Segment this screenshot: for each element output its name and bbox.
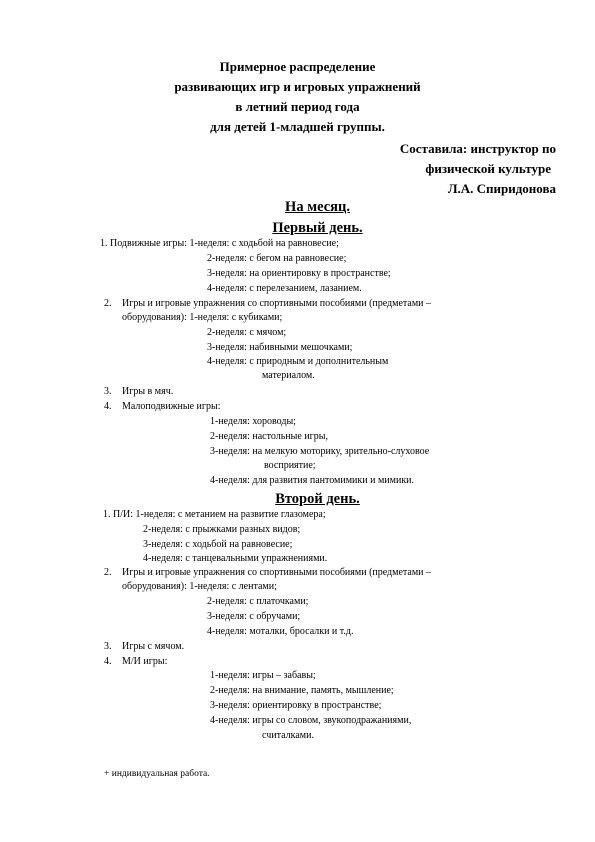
day1-item-3-text: Игры в мяч. — [122, 386, 174, 397]
day1-item-4-text: Малоподвижные игры: — [122, 401, 221, 412]
heading-day-2: Второй день. — [275, 491, 360, 507]
day2-item-3-text: Игры с мячом. — [122, 641, 185, 652]
day2-item-4-number: 4. — [104, 656, 112, 667]
day1-item-4-number: 4. — [104, 401, 112, 412]
day2-item-4-week3: 3-неделя: ориентировку в пространстве; — [210, 700, 382, 711]
day1-item-2-week2: 2-неделя: с мячом; — [207, 327, 287, 338]
day1-item-1-line: 1. Подвижные игры: 1-неделя: с ходьбой на равновесие; — [100, 238, 339, 249]
day1-item-2-week1: оборудования): 1-неделя: с кубиками; — [122, 312, 283, 323]
day2-item-4-week1: 1-неделя: игры – забавы; — [210, 670, 316, 681]
title-line-2: развивающих игр и игровых упражнений — [174, 79, 421, 94]
day1-item-1-week4: 4-неделя: с перелезанием, лазанием. — [207, 283, 362, 294]
author-line-3: Л.А. Спиридонова — [447, 181, 556, 196]
day1-item-4-week3-cont: восприятие; — [264, 460, 316, 471]
day2-item-1-week4: 4-неделя: с танцевальными упражнениями. — [143, 553, 328, 564]
title-line-3: в летний период года — [235, 99, 360, 114]
day2-item-4-week4: 4-неделя: игры со словом, звукоподражаниями, — [210, 715, 412, 726]
day1-item-2-number: 2. — [104, 298, 112, 309]
day2-item-2-week2: 2-неделя: с платочками; — [207, 596, 309, 607]
day2-item-2-week1: оборудования): 1-неделя: с лентами; — [122, 581, 277, 592]
author-line-2: физической культуре — [425, 161, 551, 176]
day2-item-4-text: М/И игры: — [122, 656, 168, 667]
title-line-1: Примерное распределение — [219, 59, 376, 74]
day2-item-2-number: 2. — [104, 567, 112, 578]
day2-item-4-week4-cont: считалками. — [262, 730, 314, 741]
day1-item-4-week1: 1-неделя: хороводы; — [210, 416, 296, 427]
heading-day-1: Первый день. — [272, 220, 363, 236]
day1-item-2-week4: 4-неделя: с природным и дополнительным — [207, 356, 389, 367]
author-line-1: Составила: инструктор по — [399, 141, 556, 156]
day2-item-2-week4: 4-неделя: моталки, бросалки и т.д. — [207, 626, 354, 637]
title-line-4: для детей 1-младшей группы. — [210, 119, 385, 134]
day1-item-4-week3: 3-неделя: на мелкую моторику, зрительно-слуховое — [210, 446, 430, 457]
day1-item-2-text: Игры и игровые упражнения со спортивными пособиями (предметами – — [122, 298, 432, 309]
day2-item-1-week3: 3-неделя: с ходьбой на равновесие; — [143, 539, 293, 550]
day1-item-4-week2: 2-неделя: настольные игры, — [210, 431, 328, 442]
day1-item-2-week3: 3-неделя: набивными мешочками; — [207, 342, 353, 353]
day2-item-2-text: Игры и игровые упражнения со спортивными пособиями (предметами – — [122, 567, 432, 578]
footnote: + индивидуальная работа. — [104, 769, 210, 779]
day1-item-1-week2: 2-неделя: с бегом на равновесие; — [207, 253, 347, 264]
day1-item-3-number: 3. — [104, 386, 112, 397]
day2-item-3-number: 3. — [104, 641, 112, 652]
day1-item-1-week3: 3-неделя: на ориентировку в пространстве; — [207, 268, 391, 279]
day2-item-4-week2: 2-неделя: на внимание, память, мышление; — [210, 685, 394, 696]
heading-month: На месяц. — [285, 199, 350, 215]
day2-item-1-line: 1. П/И: 1-неделя: с метанием на развитие глазомера; — [103, 509, 326, 520]
day1-item-4-week4: 4-неделя: для развития пантомимики и мимики. — [210, 475, 415, 486]
day2-item-1-week2: 2-неделя: с прыжками разных видов; — [143, 524, 301, 535]
day1-item-2-week4-cont: материалом. — [262, 370, 315, 381]
day2-item-2-week3: 3-неделя: с обручами; — [207, 611, 301, 622]
